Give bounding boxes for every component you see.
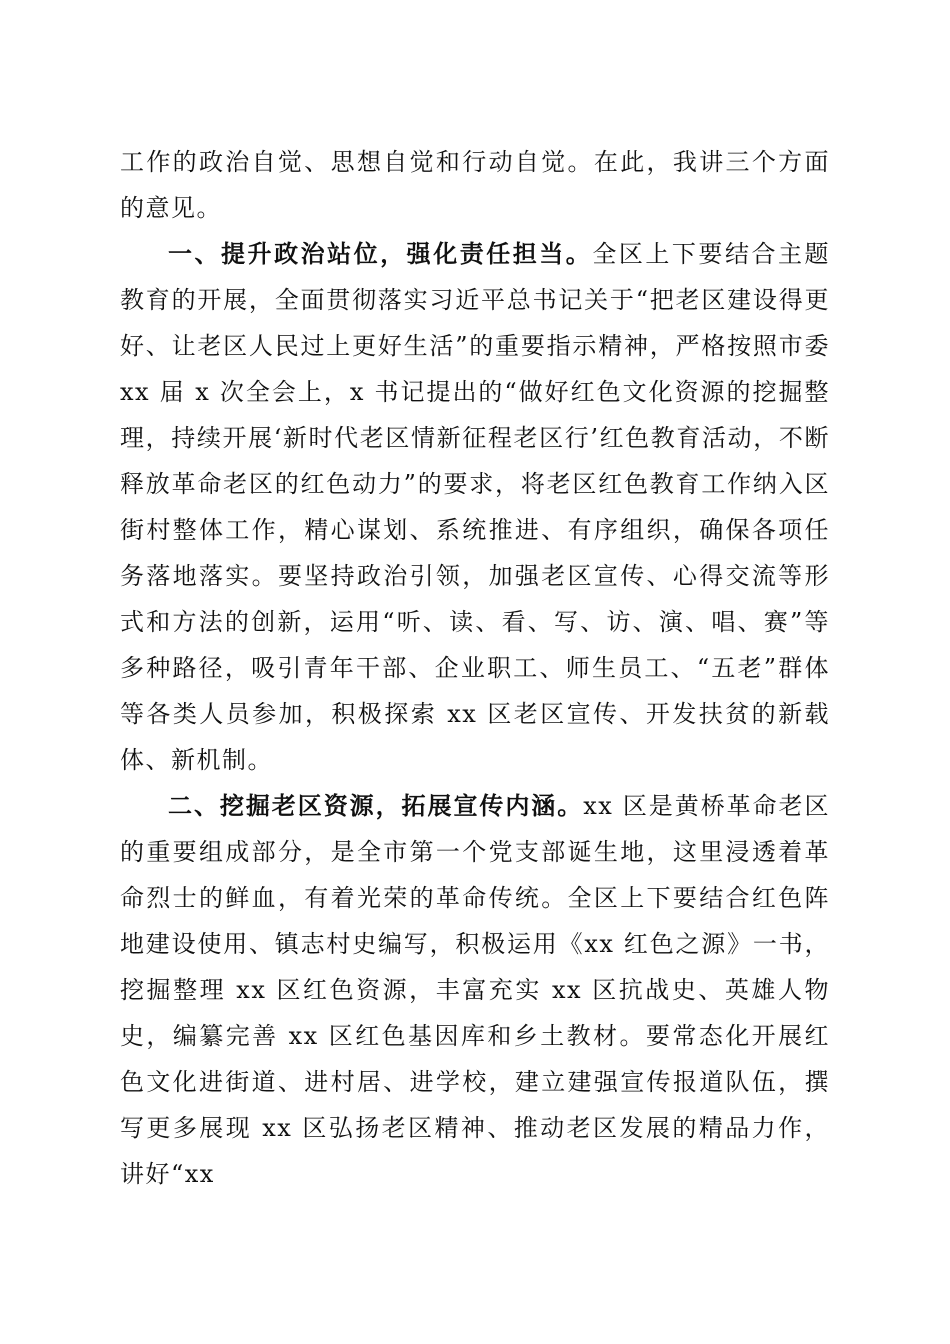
paragraph-intro-text: 工作的政治自觉、思想自觉和行动自觉。在此，我讲三个方面的意见。 <box>120 148 830 222</box>
paragraph-section-one <box>120 231 830 783</box>
section-two-heading: 二、挖掘老区资源，拓展宣传内涵。 <box>168 792 584 820</box>
section-one-heading: 一、提升政治站位，强化责任担当。 <box>168 240 593 268</box>
paragraph-intro <box>120 139 830 231</box>
paragraph-section-two <box>120 783 830 1197</box>
section-one-text: 全区上下要结合主题教育的开展，全面贯彻落实习近平总书记关于“把老区建设得更好、让老区人民过上更好生活”的重要指示精神，严格按照市委 xx 届 x 次全会上，x 书记提出的“做好红色文化资源的挖掘整理，持续开展‘新时代老区情新征程老区行’红色教育活动，不断释放革命老区的红色动力”的要求，将老区红色教育工作纳入区街村整体工作，精心谋划、系统推进、有序组织，确保各项任务落地落实。要坚持政治引领，加强老区宣传、心得交流等形式和方法的创新，运用“听、读、看、写、访、演、唱、赛”等多种路径，吸引青年干部、企业职工、师生员工、“五老”群体等各类人员参加，积极探索 xx 区老区宣传、开发扶贫的新载体、新机制。 <box>120 240 831 774</box>
section-two-text: xx 区是黄桥革命老区的重要组成部分，是全市第一个党支部诞生地，这里浸透着革命烈士的鲜血，有着光荣的革命传统。全区上下要结合红色阵地建设使用、镇志村史编写，积极运用《xx 红色之源》一书，挖掘整理 xx 区红色资源，丰富充实 xx 区抗战史、英雄人物史，编纂完善 xx 区红色基因库和乡土教材。要常态化开展红色文化进街道、进村居、进学校，建立建强宣传报道队伍，撰写更多展现 xx 区弘扬老区精神、推动老区发展的精品力作，讲好“xx <box>120 792 831 1188</box>
document-body <box>120 139 830 1197</box>
